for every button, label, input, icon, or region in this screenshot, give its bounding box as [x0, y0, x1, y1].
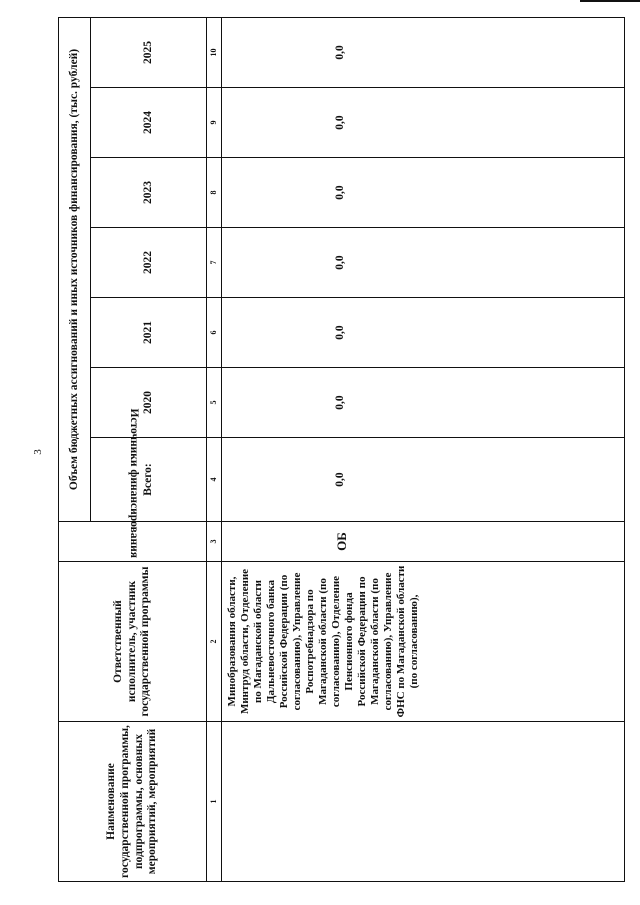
header-year: 2021	[91, 298, 207, 368]
column-number: 10	[207, 17, 222, 87]
financing-table	[58, 17, 625, 882]
header-source-label: Источники финансирования	[127, 408, 140, 558]
header-year: 2025	[91, 17, 207, 87]
column-number: 2	[207, 562, 222, 722]
row-value: 0,0	[222, 88, 625, 158]
header-year: 2024	[91, 88, 207, 158]
column-number: 7	[207, 228, 222, 298]
column-number: 3	[207, 522, 222, 562]
column-number: 9	[207, 88, 222, 158]
rotated-table-container	[58, 18, 625, 882]
row-source: ОБ	[222, 522, 625, 562]
header-year: 2020	[91, 368, 207, 438]
column-number: 1	[207, 722, 222, 882]
row-responsible: Минобразования области, Минтруд области, Отделение по Магаданской области Дальневосточного банка Российской Федерации (по согласованию), Управление Роспотребнадзора по Магаданской области (по согласованию), Отделение Пенсионного фонда Российской Федерации по Магаданской области (по согласованию), Управление ФНС по Магаданской области (по согласованию),	[222, 562, 625, 722]
row-value: 0,0	[222, 228, 625, 298]
row-value: 0,0	[222, 298, 625, 368]
column-number: 5	[207, 368, 222, 438]
column-number: 8	[207, 158, 222, 228]
header-financing-group: Объем бюджетных ассигнований и иных источников финансирования, (тыс. рублей)	[59, 17, 91, 521]
row-value: 0,0	[222, 158, 625, 228]
page-number: 3	[32, 449, 44, 455]
row-value: 0,0	[222, 368, 625, 438]
row-name	[222, 722, 625, 882]
column-number: 6	[207, 298, 222, 368]
column-number: 4	[207, 438, 222, 522]
row-value: 0,0	[222, 17, 625, 87]
table-row	[222, 17, 625, 881]
row-total: 0,0	[222, 438, 625, 522]
header-year: 2023	[91, 158, 207, 228]
landscape-sheet	[58, 18, 640, 878]
top-edge-line	[580, 0, 640, 2]
header-name: Наименование государственной программы, подпрограммы, основных мероприятий, мероприятий	[59, 722, 207, 882]
header-responsible: Ответственный исполнитель, участник государственной программы	[59, 562, 207, 722]
header-total: Всего:	[91, 438, 207, 522]
header-year: 2022	[91, 228, 207, 298]
